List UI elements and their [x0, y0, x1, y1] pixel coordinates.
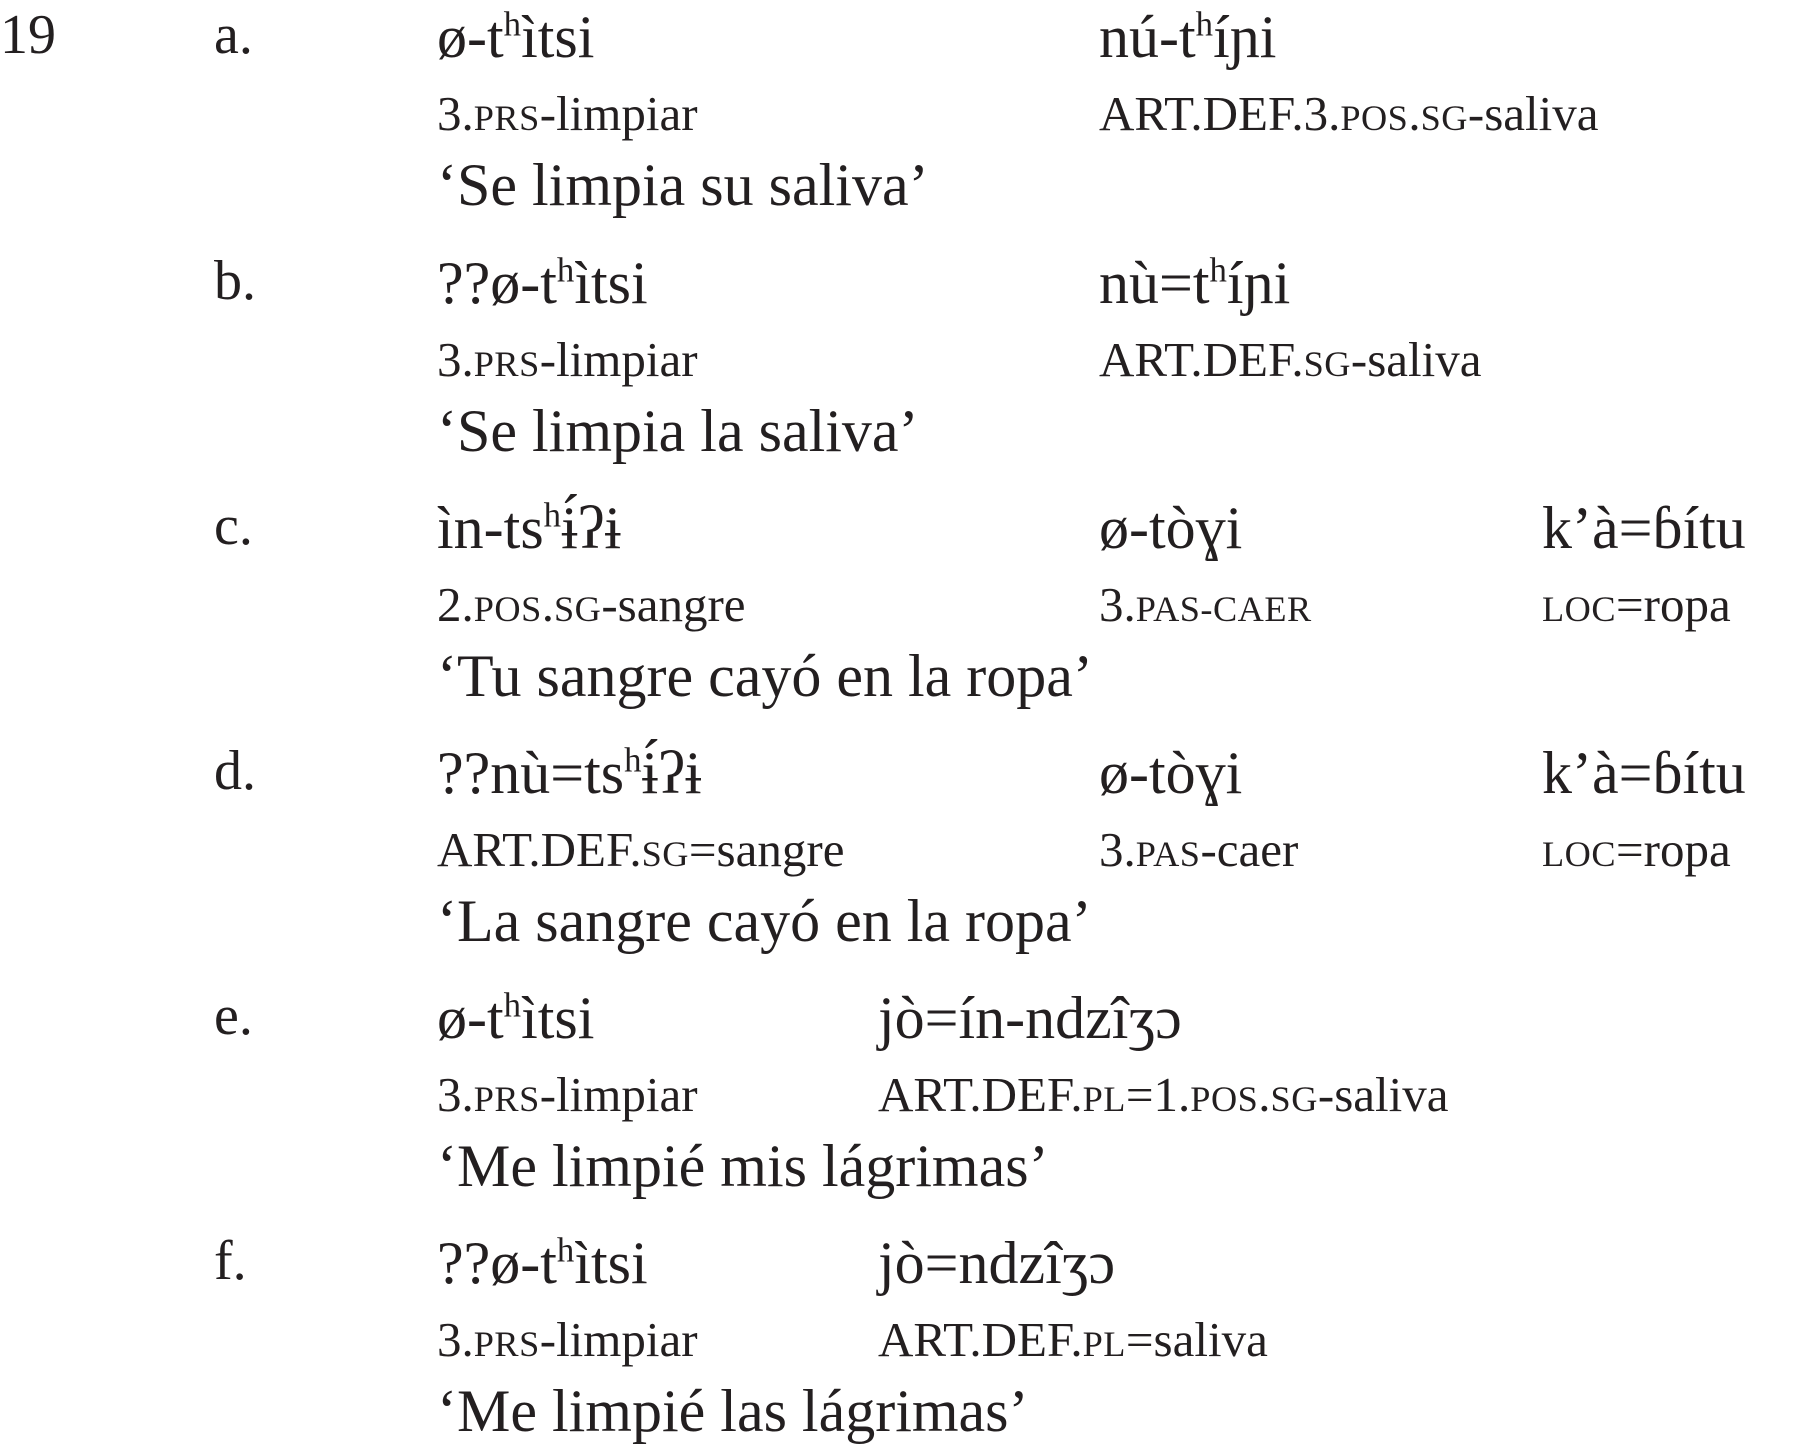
free-translation: ‘Me limpié las lágrimas’ [437, 1378, 1029, 1444]
word-gloss [1099, 332, 1482, 387]
small-caps-segment: SG [1420, 98, 1468, 138]
text-segment: ??ø-t [437, 250, 557, 316]
text-segment: jò=ín-ndzîʒɔ [878, 985, 1182, 1051]
text-segment: 3. [437, 332, 474, 387]
text-segment: =ropa [1616, 577, 1731, 632]
text-segment: ìtsi [574, 1230, 648, 1296]
text-segment: -saliva [1467, 86, 1599, 141]
superscript-aspiration: h [1209, 250, 1227, 290]
word-form [878, 985, 1182, 1051]
superscript-aspiration: h [503, 4, 522, 44]
text-segment: 2. [437, 577, 474, 632]
word-gloss [437, 1312, 698, 1367]
text-segment: -saliva [1317, 1067, 1449, 1122]
small-caps-segment: SG [641, 834, 689, 874]
text-segment: ??ø-t [437, 1230, 557, 1296]
text-segment: -limpiar [539, 332, 698, 387]
small-caps-segment: PL [1082, 1079, 1126, 1119]
text-segment: 3. [1099, 822, 1136, 877]
text-segment: 3. [437, 1067, 474, 1122]
small-caps-segment: SG [1303, 344, 1351, 384]
text-segment: jò=ndzîʒɔ [878, 1230, 1116, 1296]
word-form [878, 1230, 1116, 1296]
superscript-aspiration: h [543, 495, 562, 535]
small-caps-segment: POS [473, 589, 542, 629]
word-form [437, 1230, 648, 1296]
text-segment: ??nù=ts [437, 740, 625, 806]
text-segment: ɨ́ʔɨ [641, 740, 702, 806]
word-form [1542, 495, 1746, 561]
word-form [437, 250, 648, 316]
small-caps-segment: POS [1190, 1079, 1259, 1119]
text-segment: -limpiar [539, 1312, 698, 1367]
text-segment: -sangre [601, 577, 746, 632]
superscript-aspiration: h [556, 250, 575, 290]
text-segment: ø-tòɣi [1099, 495, 1243, 561]
small-caps-segment: PRS [473, 1324, 540, 1364]
word-gloss [1542, 577, 1731, 632]
free-translation: ‘Tu sangre cayó en la ropa’ [437, 643, 1093, 709]
word-form [437, 985, 595, 1051]
small-caps-segment: PRS [473, 98, 540, 138]
free-translation: ‘La sangre cayó en la ropa’ [437, 888, 1092, 954]
text-segment: ìtsi [574, 250, 648, 316]
small-caps-segment: LOC [1542, 589, 1616, 629]
example-number: 19 [0, 4, 56, 66]
text-segment: 3. [437, 1312, 474, 1367]
word-form [437, 495, 622, 561]
text-segment: -caer [1200, 822, 1299, 877]
text-segment: =1. [1125, 1067, 1191, 1122]
text-segment: =sangre [688, 822, 845, 877]
word-gloss [1099, 822, 1299, 877]
text-segment: -saliva [1350, 332, 1482, 387]
free-translation: ‘Se limpia la saliva’ [437, 398, 919, 464]
text-segment: 3. [1099, 577, 1136, 632]
word-form [1099, 4, 1277, 70]
free-translation: ‘Me limpié mis lágrimas’ [437, 1133, 1049, 1199]
word-gloss [437, 86, 698, 141]
example-label: a. [214, 4, 253, 66]
small-caps-segment: LOC [1542, 834, 1616, 874]
word-form [1099, 250, 1291, 316]
word-gloss [878, 1067, 1449, 1122]
small-caps-segment: PRS [473, 344, 540, 384]
word-gloss [1099, 86, 1599, 141]
word-gloss [437, 332, 698, 387]
word-form [437, 4, 595, 70]
text-segment: ART.DEF. [437, 822, 642, 877]
text-segment: íɲi [1226, 250, 1291, 316]
text-segment: k’à=ɓítu [1542, 740, 1746, 806]
small-caps-segment: SG [1270, 1079, 1318, 1119]
text-segment: ø-tòɣi [1099, 740, 1243, 806]
word-form [1099, 495, 1243, 561]
text-segment: ìn-ts [437, 495, 544, 561]
example-label: f. [214, 1230, 247, 1292]
small-caps-segment: SG [554, 589, 602, 629]
text-segment: ìtsi [521, 4, 595, 70]
text-segment: 3. [437, 86, 474, 141]
small-caps-segment: PAS-CAER [1135, 589, 1312, 629]
text-segment: ø-t [437, 4, 504, 70]
text-segment: ɨ́ʔɨ [561, 495, 622, 561]
free-translation: ‘Se limpia su saliva’ [437, 152, 929, 218]
text-segment: nù=t [1099, 250, 1210, 316]
word-gloss [437, 822, 845, 877]
word-form [1542, 740, 1746, 806]
text-segment: ø-t [437, 985, 504, 1051]
text-segment: nú-t [1099, 4, 1196, 70]
small-caps-segment: PAS [1135, 834, 1201, 874]
example-label: b. [214, 250, 256, 312]
text-segment: ìtsi [521, 985, 595, 1051]
text-segment: ART.DEF. [878, 1067, 1083, 1122]
text-segment: k’à=ɓítu [1542, 495, 1746, 561]
text-segment: ART.DEF. [878, 1312, 1083, 1367]
example-label: d. [214, 740, 256, 802]
word-form [1099, 740, 1243, 806]
text-segment: -limpiar [539, 86, 698, 141]
superscript-aspiration: h [1195, 4, 1214, 44]
word-gloss [1542, 822, 1731, 877]
superscript-aspiration: h [556, 1230, 575, 1270]
text-segment: =saliva [1125, 1312, 1268, 1367]
small-caps-segment: PL [1082, 1324, 1126, 1364]
example-label: e. [214, 985, 253, 1047]
superscript-aspiration: h [503, 985, 522, 1025]
superscript-aspiration: h [624, 740, 642, 780]
word-gloss [437, 577, 746, 632]
small-caps-segment: PRS [473, 1079, 540, 1119]
word-gloss [437, 1067, 698, 1122]
text-segment: -limpiar [539, 1067, 698, 1122]
small-caps-segment: POS [1340, 98, 1409, 138]
text-segment: . [1258, 1067, 1271, 1122]
text-segment: ART.DEF. [1099, 332, 1304, 387]
text-segment: ART.DEF.3. [1099, 86, 1341, 141]
example-label: c. [214, 495, 253, 557]
text-segment: íɲi [1213, 4, 1277, 70]
text-segment: . [1408, 86, 1421, 141]
text-segment: . [541, 577, 554, 632]
word-gloss [1099, 577, 1312, 632]
word-form [437, 740, 702, 806]
word-gloss [878, 1312, 1268, 1367]
text-segment: =ropa [1616, 822, 1731, 877]
